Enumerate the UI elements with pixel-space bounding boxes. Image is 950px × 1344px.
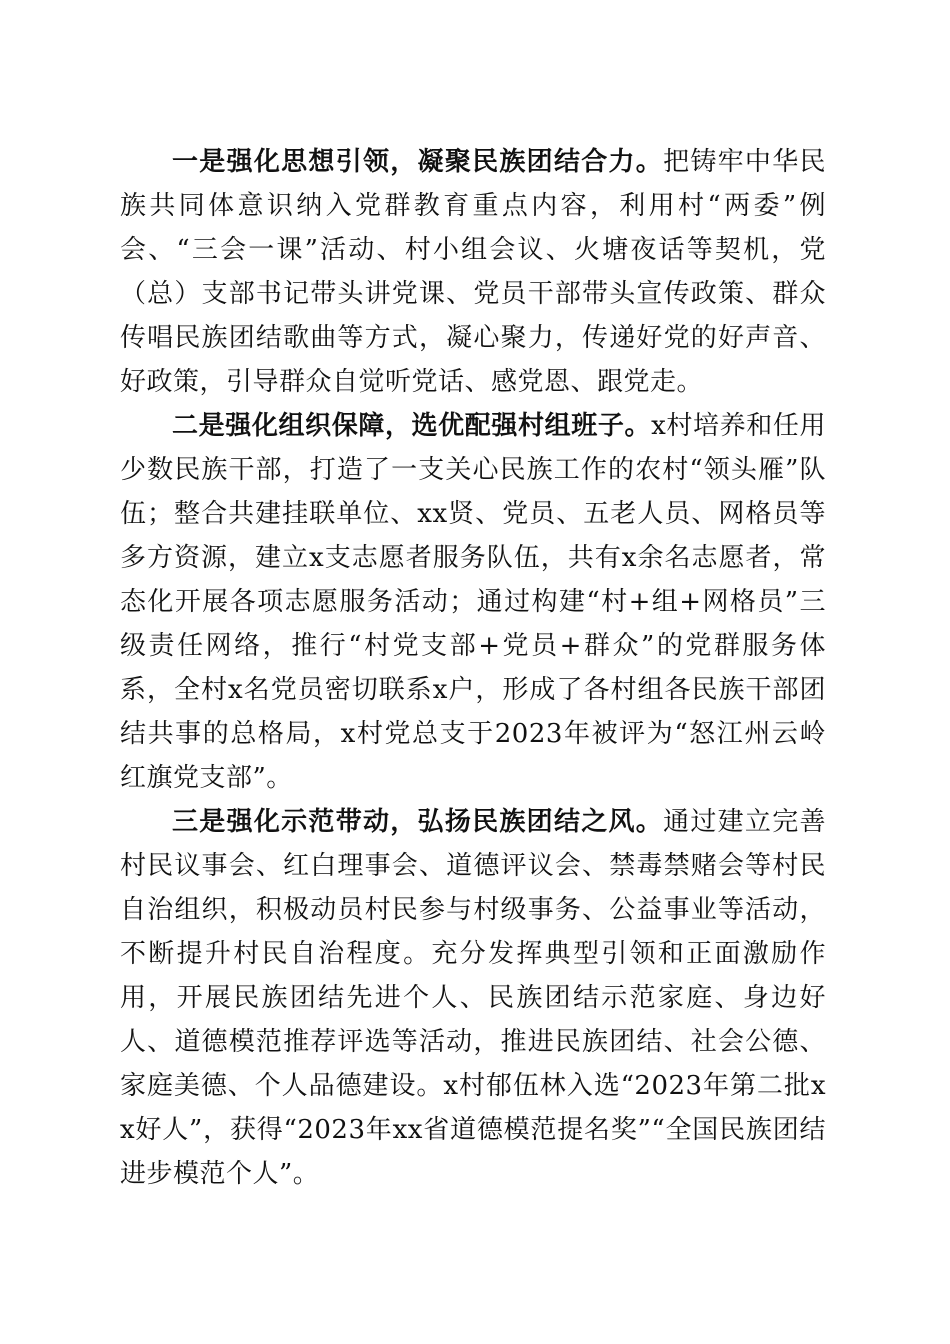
paragraph-2-text: x村培养和任用少数民族干部，打造了一支关心民族工作的农村“领头雁”队伍；整合共建挂联单位、xx贤、党员、五老人员、网格员等多方资源，建立x支志愿者服务队伍，共有x余名志愿者，常态化开展各项志愿服务活动；通过构建“村+组+网格员”三级责任网络，推行“村党支部+党员+群众”的党群服务体系，全村x名党员密切联系x户，形成了各村组各民族干部团结共事的总格局，x村党总支于2023年被评为“怒江州云岭红旗党支部”。 [120, 411, 826, 793]
paragraph-3 [120, 800, 826, 1196]
document-body [120, 140, 826, 1196]
paragraph-1 [120, 140, 826, 404]
paragraph-2-heading: 二是强化组织保障，选优配强村组班子。 [172, 411, 652, 441]
paragraph-1-text: 把铸牢中华民族共同体意识纳入党群教育重点内容，利用村“两委”例会、“三会一课”活动、村小组会议、火塘夜话等契机，党（总）支部书记带头讲党课、党员干部带头宣传政策、群众传唱民族团结歌曲等方式，凝心聚力，传递好党的好声音、好政策，引导群众自觉听党话、感党恩、跟党走。 [120, 147, 826, 397]
paragraph-2 [120, 404, 826, 800]
paragraph-3-heading: 三是强化示范带动，弘扬民族团结之风。 [172, 807, 664, 837]
paragraph-3-text: 通过建立完善村民议事会、红白理事会、道德评议会、禁毒禁赌会等村民自治组织，积极动员村民参与村级事务、公益事业等活动，不断提升村民自治程度。充分发挥典型引领和正面激励作用，开展民族团结先进个人、民族团结示范家庭、身边好人、道德模范推荐评选等活动，推进民族团结、社会公德、家庭美德、个人品德建设。x村郁伍林入选“2023年第二批xx好人”，获得“2023年xx省道德模范提名奖”“全国民族团结进步模范个人”。 [120, 807, 826, 1189]
paragraph-1-heading: 一是强化思想引领，凝聚民族团结合力。 [172, 147, 664, 177]
